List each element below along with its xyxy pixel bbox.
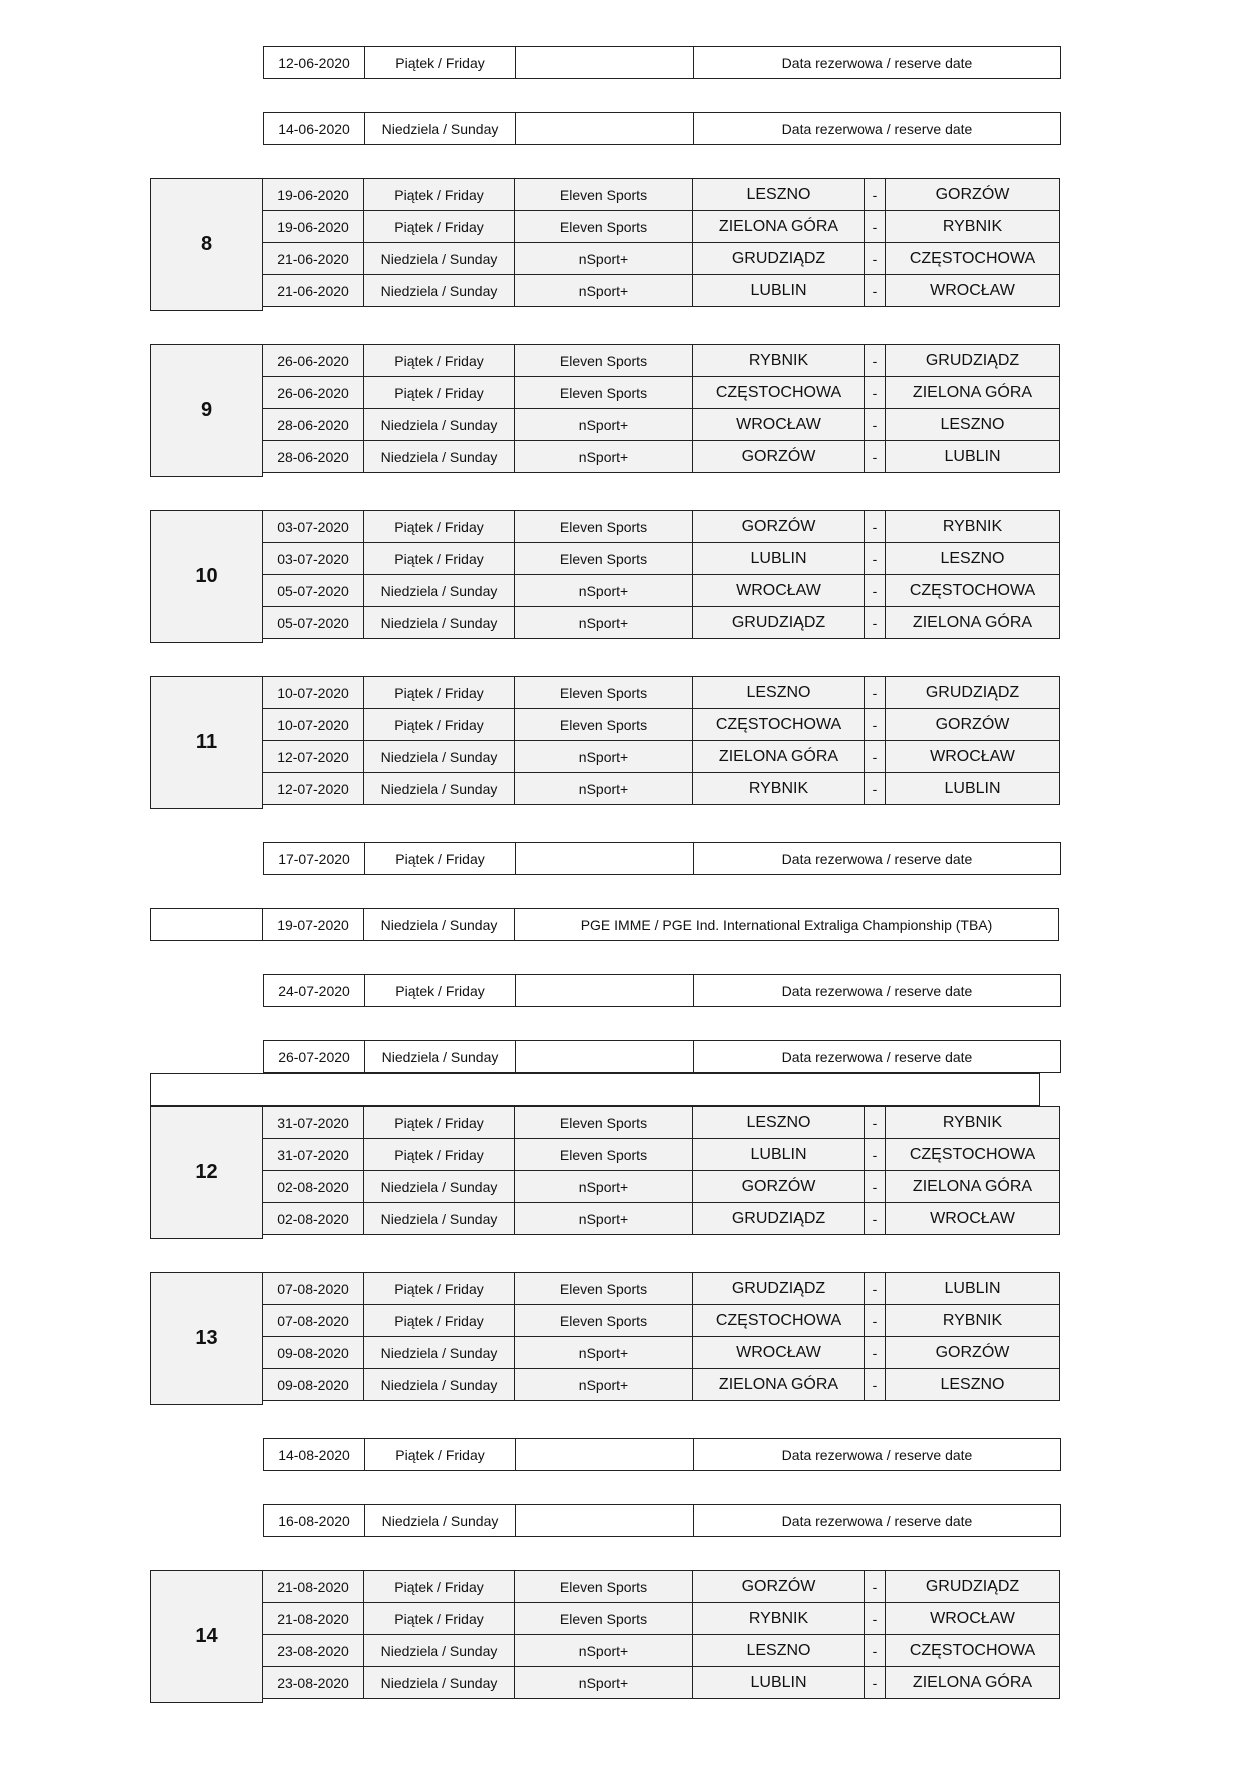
separator: -: [864, 1368, 886, 1401]
round-matches: [262, 1570, 1059, 1702]
blank-row: [150, 1073, 1040, 1106]
broadcaster-cell: nSport+: [514, 740, 693, 773]
day-cell: Niedziela / Sunday: [363, 606, 515, 639]
home-team: GRUDZIĄDZ: [692, 1272, 865, 1305]
away-team: CZĘSTOCHOWA: [885, 1634, 1060, 1667]
tv-cell: [515, 974, 694, 1007]
separator: -: [864, 606, 886, 639]
day-cell: Piątek / Friday: [363, 1106, 515, 1139]
indent: [150, 842, 263, 874]
home-team: LESZNO: [692, 676, 865, 709]
home-team: LESZNO: [692, 178, 865, 211]
away-team: ZIELONA GÓRA: [885, 1170, 1060, 1203]
away-team: LESZNO: [885, 408, 1060, 441]
date-cell: 26-07-2020: [263, 1040, 365, 1073]
day-cell: Niedziela / Sunday: [363, 908, 515, 941]
round-matches: [262, 1106, 1059, 1238]
home-team: LESZNO: [692, 1634, 865, 1667]
separator: -: [864, 574, 886, 607]
away-team: LUBLIN: [885, 1272, 1060, 1305]
date-cell: 12-07-2020: [262, 740, 364, 773]
date-cell: 14-06-2020: [263, 112, 365, 145]
broadcaster-cell: Eleven Sports: [514, 542, 693, 575]
home-team: LESZNO: [692, 1106, 865, 1139]
round-number: 12: [150, 1106, 263, 1239]
match-row: [262, 1202, 1059, 1234]
tv-cell: [515, 842, 694, 875]
separator: -: [864, 1272, 886, 1305]
separator: -: [864, 542, 886, 575]
reserve-block: [150, 842, 1060, 875]
indent: [150, 1438, 263, 1470]
reserve-date-label: Data rezerwowa / reserve date: [693, 46, 1061, 79]
reserve-block: [150, 1504, 1060, 1537]
date-cell: 21-08-2020: [262, 1570, 364, 1603]
match-row: [262, 178, 1059, 210]
separator: -: [864, 1106, 886, 1139]
match-row: [262, 1106, 1059, 1138]
home-team: RYBNIK: [692, 344, 865, 377]
away-team: ZIELONA GÓRA: [885, 606, 1060, 639]
broadcaster-cell: Eleven Sports: [514, 1602, 693, 1635]
broadcaster-cell: nSport+: [514, 242, 693, 275]
separator: -: [864, 1634, 886, 1667]
date-cell: 05-07-2020: [262, 606, 364, 639]
match-row: [262, 1602, 1059, 1634]
separator: -: [864, 1170, 886, 1203]
broadcaster-cell: Eleven Sports: [514, 708, 693, 741]
date-cell: 10-07-2020: [262, 708, 364, 741]
home-team: GRUDZIĄDZ: [692, 606, 865, 639]
separator: -: [864, 772, 886, 805]
home-team: WROCŁAW: [692, 1336, 865, 1369]
date-cell: 09-08-2020: [262, 1336, 364, 1369]
home-team: CZĘSTOCHOWA: [692, 376, 865, 409]
away-team: RYBNIK: [885, 210, 1060, 243]
day-cell: Niedziela / Sunday: [363, 1368, 515, 1401]
day-cell: Niedziela / Sunday: [363, 772, 515, 805]
day-cell: Piątek / Friday: [363, 510, 515, 543]
round-number: 14: [150, 1570, 263, 1703]
date-cell: 28-06-2020: [262, 440, 364, 473]
home-team: CZĘSTOCHOWA: [692, 708, 865, 741]
tv-cell: [515, 112, 694, 145]
date-cell: 28-06-2020: [262, 408, 364, 441]
match-row: [262, 1666, 1059, 1698]
away-team: GRUDZIĄDZ: [885, 1570, 1060, 1603]
day-cell: Niedziela / Sunday: [363, 1336, 515, 1369]
broadcaster-cell: nSport+: [514, 440, 693, 473]
day-cell: Niedziela / Sunday: [363, 1202, 515, 1235]
broadcaster-cell: Eleven Sports: [514, 1106, 693, 1139]
indent: [150, 1040, 263, 1072]
day-cell: Piątek / Friday: [363, 542, 515, 575]
broadcaster-cell: Eleven Sports: [514, 210, 693, 243]
away-team: RYBNIK: [885, 510, 1060, 543]
home-team: LUBLIN: [692, 542, 865, 575]
reserve-block: [150, 46, 1060, 79]
away-team: LESZNO: [885, 1368, 1060, 1401]
broadcaster-cell: nSport+: [514, 1634, 693, 1667]
day-cell: Piątek / Friday: [363, 178, 515, 211]
day-cell: Piątek / Friday: [363, 1570, 515, 1603]
tv-cell: [515, 1438, 694, 1471]
day-cell: Piątek / Friday: [364, 1438, 516, 1471]
round-block: [150, 1106, 1060, 1239]
day-cell: Piątek / Friday: [364, 974, 516, 1007]
reserve-date-label: Data rezerwowa / reserve date: [693, 1504, 1061, 1537]
day-cell: Piątek / Friday: [364, 46, 516, 79]
match-row: [262, 274, 1059, 306]
indent: [150, 46, 263, 78]
home-team: WROCŁAW: [692, 408, 865, 441]
match-row: [262, 1138, 1059, 1170]
day-cell: Piątek / Friday: [363, 1138, 515, 1171]
round-block: [150, 344, 1060, 477]
home-team: LUBLIN: [692, 1666, 865, 1699]
round-matches: [262, 676, 1059, 808]
home-team: GORZÓW: [692, 510, 865, 543]
match-row: [262, 574, 1059, 606]
date-cell: 05-07-2020: [262, 574, 364, 607]
separator: -: [864, 1202, 886, 1235]
indent: [150, 1504, 263, 1536]
home-team: WROCŁAW: [692, 574, 865, 607]
match-row: [262, 542, 1059, 574]
day-cell: Piątek / Friday: [363, 210, 515, 243]
date-cell: 26-06-2020: [262, 376, 364, 409]
tv-cell: [515, 46, 694, 79]
separator: -: [864, 676, 886, 709]
match-row: [262, 510, 1059, 542]
round-block: [150, 676, 1060, 809]
date-cell: 14-08-2020: [263, 1438, 365, 1471]
round-matches: [262, 510, 1059, 642]
date-cell: 23-08-2020: [262, 1634, 364, 1667]
day-cell: Niedziela / Sunday: [364, 1040, 516, 1073]
away-team: LUBLIN: [885, 772, 1060, 805]
day-cell: Niedziela / Sunday: [363, 274, 515, 307]
broadcaster-cell: Eleven Sports: [514, 178, 693, 211]
round-number: 8: [150, 178, 263, 311]
date-cell: 19-06-2020: [262, 178, 364, 211]
match-row: [262, 676, 1059, 708]
separator: -: [864, 210, 886, 243]
round-block: [150, 1272, 1060, 1405]
separator: -: [864, 1602, 886, 1635]
date-cell: 31-07-2020: [262, 1106, 364, 1139]
match-row: [262, 1634, 1059, 1666]
round-block: [150, 178, 1060, 311]
broadcaster-cell: nSport+: [514, 1170, 693, 1203]
away-team: WROCŁAW: [885, 1202, 1060, 1235]
reserve-date-label: Data rezerwowa / reserve date: [693, 112, 1061, 145]
date-cell: 24-07-2020: [263, 974, 365, 1007]
round-number: 9: [150, 344, 263, 477]
date-cell: 21-06-2020: [262, 242, 364, 275]
home-team: LUBLIN: [692, 1138, 865, 1171]
match-row: [262, 1570, 1059, 1602]
broadcaster-cell: nSport+: [514, 1202, 693, 1235]
match-row: [262, 772, 1059, 804]
day-cell: Piątek / Friday: [363, 676, 515, 709]
reserve-block: [150, 112, 1060, 145]
broadcaster-cell: Eleven Sports: [514, 1272, 693, 1305]
date-cell: 09-08-2020: [262, 1368, 364, 1401]
reserve-block: [150, 1040, 1060, 1073]
date-cell: 03-07-2020: [262, 510, 364, 543]
date-cell: 19-07-2020: [262, 908, 364, 941]
round-matches: [262, 1272, 1059, 1404]
date-cell: 07-08-2020: [262, 1272, 364, 1305]
away-team: GRUDZIĄDZ: [885, 676, 1060, 709]
away-team: CZĘSTOCHOWA: [885, 574, 1060, 607]
reserve-block: [150, 974, 1060, 1007]
day-cell: Piątek / Friday: [363, 344, 515, 377]
date-cell: 16-08-2020: [263, 1504, 365, 1537]
day-cell: Niedziela / Sunday: [363, 1634, 515, 1667]
separator: -: [864, 1570, 886, 1603]
away-team: WROCŁAW: [885, 740, 1060, 773]
away-team: RYBNIK: [885, 1304, 1060, 1337]
away-team: CZĘSTOCHOWA: [885, 1138, 1060, 1171]
match-row: [262, 440, 1059, 472]
round-block: [150, 510, 1060, 643]
home-team: GRUDZIĄDZ: [692, 1202, 865, 1235]
away-team: RYBNIK: [885, 1106, 1060, 1139]
indent: [150, 112, 263, 144]
separator: -: [864, 408, 886, 441]
broadcaster-cell: Eleven Sports: [514, 376, 693, 409]
date-cell: 17-07-2020: [263, 842, 365, 875]
separator: -: [864, 242, 886, 275]
round-cell: [150, 908, 263, 941]
round-matches: [262, 344, 1059, 476]
broadcaster-cell: nSport+: [514, 1666, 693, 1699]
reserve-date-label: Data rezerwowa / reserve date: [693, 842, 1061, 875]
day-cell: Niedziela / Sunday: [364, 112, 516, 145]
date-cell: 21-06-2020: [262, 274, 364, 307]
round-block: [150, 1570, 1060, 1703]
date-cell: 19-06-2020: [262, 210, 364, 243]
date-cell: 03-07-2020: [262, 542, 364, 575]
match-row: [262, 1336, 1059, 1368]
broadcaster-cell: nSport+: [514, 408, 693, 441]
away-team: GORZÓW: [885, 178, 1060, 211]
away-team: LUBLIN: [885, 440, 1060, 473]
home-team: GORZÓW: [692, 1570, 865, 1603]
match-row: [262, 1170, 1059, 1202]
broadcaster-cell: nSport+: [514, 574, 693, 607]
event-block: [150, 908, 1060, 941]
day-cell: Niedziela / Sunday: [363, 1170, 515, 1203]
home-team: ZIELONA GÓRA: [692, 210, 865, 243]
separator: -: [864, 1336, 886, 1369]
broadcaster-cell: Eleven Sports: [514, 1304, 693, 1337]
home-team: RYBNIK: [692, 1602, 865, 1635]
day-cell: Piątek / Friday: [363, 1304, 515, 1337]
broadcaster-cell: nSport+: [514, 1368, 693, 1401]
separator: -: [864, 740, 886, 773]
broadcaster-cell: Eleven Sports: [514, 344, 693, 377]
separator: -: [864, 440, 886, 473]
round-number: 13: [150, 1272, 263, 1405]
date-cell: 26-06-2020: [262, 344, 364, 377]
date-cell: 12-07-2020: [262, 772, 364, 805]
match-row: [262, 708, 1059, 740]
day-cell: Niedziela / Sunday: [364, 1504, 516, 1537]
date-cell: 12-06-2020: [263, 46, 365, 79]
date-cell: 31-07-2020: [262, 1138, 364, 1171]
away-team: WROCŁAW: [885, 274, 1060, 307]
broadcaster-cell: Eleven Sports: [514, 1570, 693, 1603]
day-cell: Piątek / Friday: [363, 708, 515, 741]
broadcaster-cell: nSport+: [514, 1336, 693, 1369]
match-row: [262, 408, 1059, 440]
date-cell: 07-08-2020: [262, 1304, 364, 1337]
separator: -: [864, 510, 886, 543]
day-cell: Niedziela / Sunday: [363, 408, 515, 441]
reserve-date-label: Data rezerwowa / reserve date: [693, 1438, 1061, 1471]
event-label: PGE IMME / PGE Ind. International Extraliga Championship (TBA): [514, 908, 1059, 941]
match-row: [262, 344, 1059, 376]
match-row: [262, 1368, 1059, 1400]
day-cell: Piątek / Friday: [363, 1272, 515, 1305]
reserve-block: [150, 1438, 1060, 1471]
broadcaster-cell: nSport+: [514, 274, 693, 307]
reserve-date-label: Data rezerwowa / reserve date: [693, 1040, 1061, 1073]
date-cell: 21-08-2020: [262, 1602, 364, 1635]
date-cell: 10-07-2020: [262, 676, 364, 709]
blank-block: [150, 1073, 1060, 1106]
day-cell: Piątek / Friday: [364, 842, 516, 875]
day-cell: Piątek / Friday: [363, 1602, 515, 1635]
match-row: [262, 1304, 1059, 1336]
day-cell: Niedziela / Sunday: [363, 740, 515, 773]
away-team: GORZÓW: [885, 708, 1060, 741]
separator: -: [864, 344, 886, 377]
round-number: 10: [150, 510, 263, 643]
day-cell: Niedziela / Sunday: [363, 1666, 515, 1699]
match-row: [262, 1272, 1059, 1304]
day-cell: Piątek / Friday: [363, 376, 515, 409]
tv-cell: [515, 1040, 694, 1073]
separator: -: [864, 708, 886, 741]
schedule-sheet: [150, 46, 1060, 1736]
day-cell: Niedziela / Sunday: [363, 242, 515, 275]
round-matches: [262, 178, 1059, 310]
separator: -: [864, 274, 886, 307]
broadcaster-cell: nSport+: [514, 772, 693, 805]
broadcaster-cell: Eleven Sports: [514, 1138, 693, 1171]
away-team: LESZNO: [885, 542, 1060, 575]
tv-cell: [515, 1504, 694, 1537]
away-team: ZIELONA GÓRA: [885, 376, 1060, 409]
away-team: CZĘSTOCHOWA: [885, 242, 1060, 275]
broadcaster-cell: Eleven Sports: [514, 510, 693, 543]
home-team: ZIELONA GÓRA: [692, 740, 865, 773]
home-team: GORZÓW: [692, 440, 865, 473]
match-row: [262, 242, 1059, 274]
match-row: [262, 606, 1059, 638]
home-team: GORZÓW: [692, 1170, 865, 1203]
separator: -: [864, 376, 886, 409]
home-team: GRUDZIĄDZ: [692, 242, 865, 275]
match-row: [262, 376, 1059, 408]
separator: -: [864, 1138, 886, 1171]
match-row: [262, 210, 1059, 242]
round-number: 11: [150, 676, 263, 809]
date-cell: 02-08-2020: [262, 1202, 364, 1235]
separator: -: [864, 1304, 886, 1337]
date-cell: 23-08-2020: [262, 1666, 364, 1699]
separator: -: [864, 178, 886, 211]
away-team: ZIELONA GÓRA: [885, 1666, 1060, 1699]
reserve-date-label: Data rezerwowa / reserve date: [693, 974, 1061, 1007]
day-cell: Niedziela / Sunday: [363, 574, 515, 607]
broadcaster-cell: nSport+: [514, 606, 693, 639]
indent: [150, 974, 263, 1006]
broadcaster-cell: Eleven Sports: [514, 676, 693, 709]
match-row: [262, 740, 1059, 772]
home-team: CZĘSTOCHOWA: [692, 1304, 865, 1337]
away-team: WROCŁAW: [885, 1602, 1060, 1635]
away-team: GORZÓW: [885, 1336, 1060, 1369]
home-team: ZIELONA GÓRA: [692, 1368, 865, 1401]
date-cell: 02-08-2020: [262, 1170, 364, 1203]
day-cell: Niedziela / Sunday: [363, 440, 515, 473]
separator: -: [864, 1666, 886, 1699]
home-team: LUBLIN: [692, 274, 865, 307]
away-team: GRUDZIĄDZ: [885, 344, 1060, 377]
home-team: RYBNIK: [692, 772, 865, 805]
